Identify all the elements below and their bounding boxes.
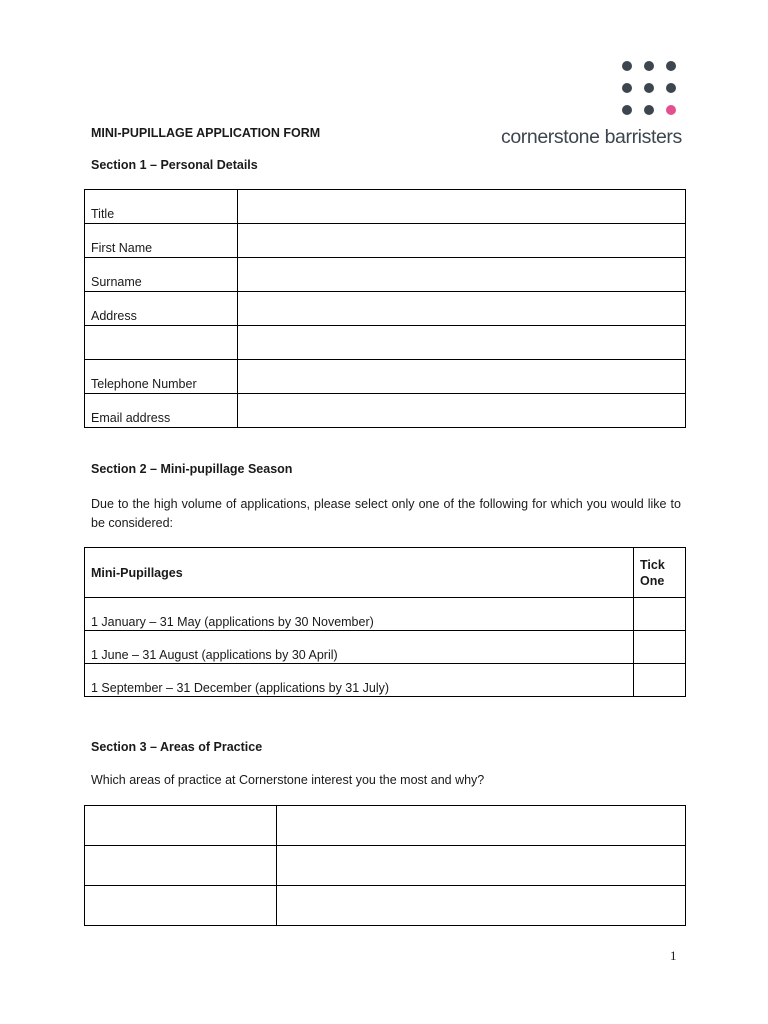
page-number: 1 [670,948,677,963]
section1-heading: Section 1 – Personal Details [91,158,258,172]
field-label-title: Title [85,190,238,224]
email-input-cell[interactable] [238,394,686,428]
table-row [85,360,686,394]
field-label-surname: Surname [85,258,238,292]
logo-dot [666,61,676,71]
table-row [85,886,686,926]
logo-dot [644,61,654,71]
table-row [85,806,686,846]
practice-area-cell[interactable] [85,886,277,926]
section2-heading: Section 2 – Mini-pupillage Season [91,462,293,476]
logo-dot [644,105,654,115]
season-tick-cell[interactable] [634,664,686,697]
cornerstone-logo [500,58,685,153]
surname-input-cell[interactable] [238,258,686,292]
practice-reason-cell[interactable] [277,806,686,846]
practice-area-cell[interactable] [85,846,277,886]
field-label-first-name: First Name [85,224,238,258]
practice-area-cell[interactable] [85,806,277,846]
logo-dot [644,83,654,93]
first-name-input-cell[interactable] [238,224,686,258]
section2-intro: Due to the high volume of applications, please select only one of the following for which you would like to be considered: [91,497,681,530]
address-input-cell[interactable] [238,292,686,326]
title-input-cell[interactable] [238,190,686,224]
table-row [85,224,686,258]
tick-one-header [634,548,686,598]
section3-question: Which areas of practice at Cornerstone interest you the most and why? [91,773,485,787]
logo-dot [622,83,632,93]
tick-header-line2: One [640,573,665,588]
season-option-label: 1 September – 31 December (applications by 31 July) [85,664,634,697]
table-row [85,846,686,886]
logo-accent-dot [666,105,676,115]
logo-wordmark: cornerstone barristers [501,126,682,148]
personal-details-table [84,189,686,428]
field-label-address: Address [85,292,238,326]
field-label-telephone: Telephone Number [85,360,238,394]
tick-header-line1: Tick [640,557,665,572]
table-row [85,258,686,292]
logo-dot [622,105,632,115]
table-row [85,598,686,631]
season-option-label: 1 January – 31 May (applications by 30 November) [85,598,634,631]
section3-heading: Section 3 – Areas of Practice [91,740,263,754]
field-label-address-line2 [85,326,238,360]
mini-pupillage-season-table [84,547,686,697]
table-header-row [85,548,686,598]
table-row [85,190,686,224]
mini-pupillages-header: Mini-Pupillages [85,548,634,598]
logo-dot [666,83,676,93]
field-label-email: Email address [85,394,238,428]
logo-dot [622,61,632,71]
season-tick-cell[interactable] [634,598,686,631]
table-row [85,292,686,326]
form-title: MINI-PUPILLAGE APPLICATION FORM [91,126,321,140]
table-row [85,631,686,664]
table-row [85,326,686,360]
areas-of-practice-table [84,805,686,926]
telephone-input-cell[interactable] [238,360,686,394]
practice-reason-cell[interactable] [277,846,686,886]
season-tick-cell[interactable] [634,631,686,664]
address-line2-input-cell[interactable] [238,326,686,360]
table-row [85,394,686,428]
season-option-label: 1 June – 31 August (applications by 30 April) [85,631,634,664]
practice-reason-cell[interactable] [277,886,686,926]
table-row [85,664,686,697]
